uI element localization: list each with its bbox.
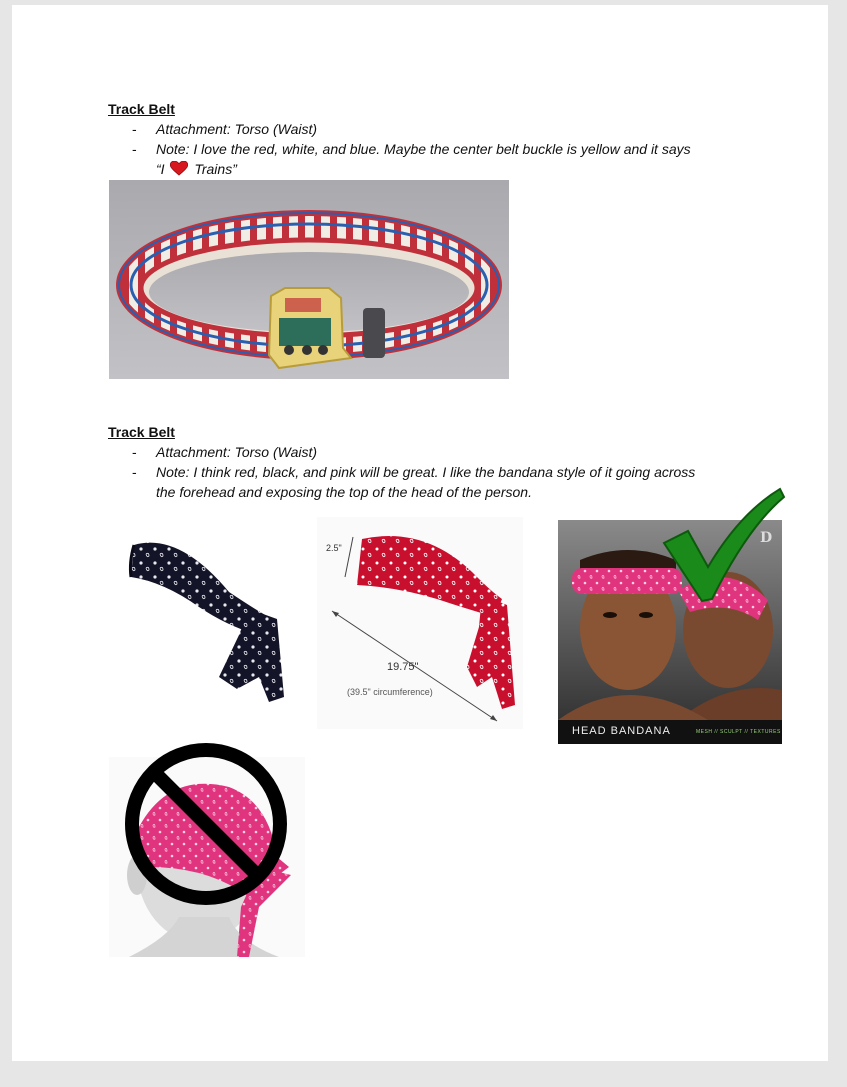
heart-icon	[170, 161, 188, 176]
head-bandana-tag: MESH // SCULPT // TEXTURES	[696, 729, 781, 735]
black-bandana-photo	[109, 517, 295, 707]
length-dimension-label: 19.75"	[387, 661, 419, 673]
note-item: - Note: I love the red, white, and blue. Maybe the center belt buckle is yellow and it says “I Trains”	[132, 141, 691, 177]
section-heading: Track Belt	[108, 424, 175, 440]
width-dimension-label: 2.5"	[326, 543, 342, 553]
note-item: - Note: I think red, black, and pink will be great. I like the bandana style of it going across the forehead and exposing the top of the head of the person.	[132, 464, 696, 500]
prohibited-icon	[122, 740, 290, 908]
attachment-item: - Attachment: Torso (Waist)	[132, 444, 318, 460]
head-bandana-caption: HEAD BANDANA	[572, 725, 671, 737]
brand-logo: D	[760, 530, 773, 546]
document-page	[12, 5, 828, 1061]
red-bandana-dimensions-photo	[317, 517, 523, 729]
section-heading: Track Belt	[108, 101, 175, 117]
checkmark-icon	[660, 485, 786, 603]
circumference-label: (39.5" circumference)	[347, 687, 433, 697]
track-belt-photo	[109, 180, 509, 379]
attachment-item: - Attachment: Torso (Waist)	[132, 121, 318, 137]
